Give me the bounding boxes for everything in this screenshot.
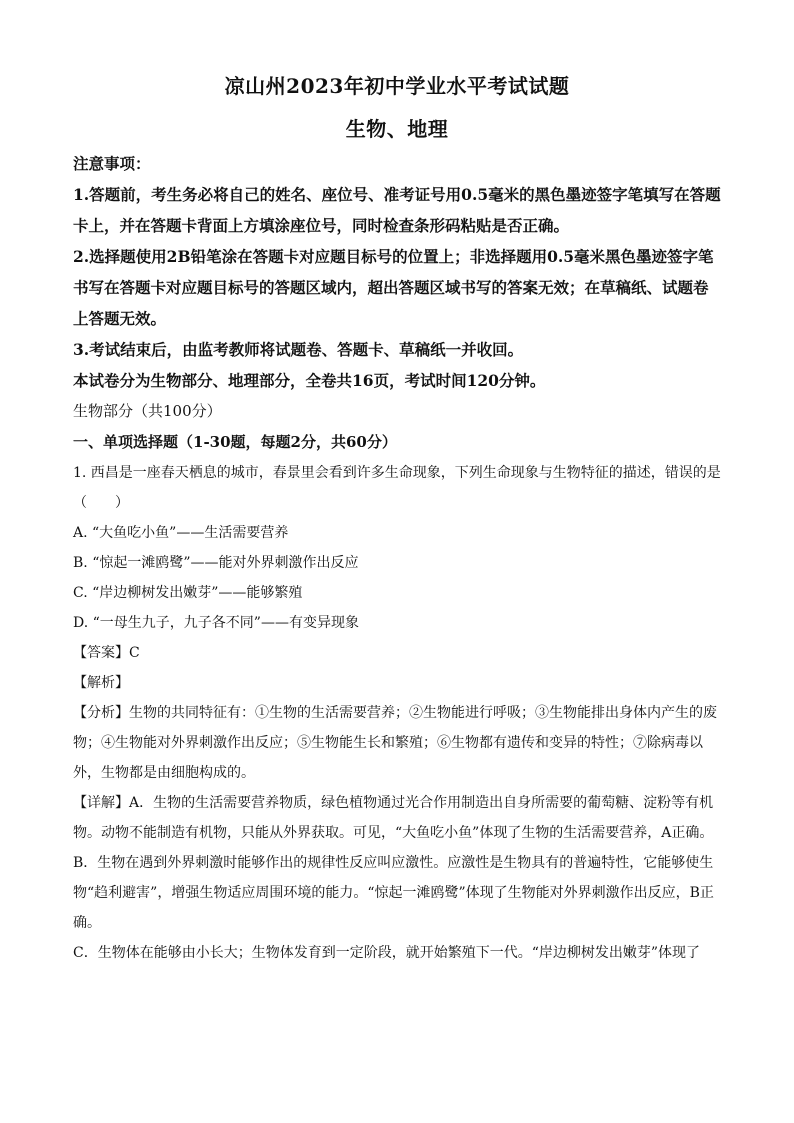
analysis-text: 【分析】生物的共同特征有：①生物的生活需要营养；②生物能进行呼吸；③生物能排出身体内产生的废物；④生物能对外界刺激作出反应；⑤生物能生长和繁殖；⑥生物都有遗传和变异的特性；⑦除病毒以外，生物都是由细胞构成的。 — [73, 705, 717, 781]
exam-subtitle: 生物、地理 — [345, 117, 449, 141]
option-c: C. “岸边柳树发出嫩芽”——能够繁殖 — [73, 585, 303, 601]
notice-item-2: 2.选择题使用2B铅笔涂在答题卡对应题目标号的位置上；非选择题用0.5毫米黑色墨迹签字笔书写在答题卡对应题目标号的答题区域内，超出答题区域书写的答案无效；在草稿纸、试题卷上答题无效。 — [73, 247, 714, 328]
notice-item-1: 1.答题前，考生务必将自己的姓名、座位号、准考证号用0.5毫米的黑色墨迹签字笔填写在答题卡上，并在答题卡背面上方填涂座位号，同时检查条形码粘贴是否正确。 — [73, 185, 721, 235]
question-1-stem: 1. 西昌是一座春天栖息的城市，春景里会看到许多生命现象，下列生命现象与生物特征的描述，错误的是（ ） — [73, 465, 721, 511]
detail-c: C．生物体在能够由小长大；生物体发育到一定阶段，就开始繁殖下一代。“岸边柳树发出嫩芽”体现了 — [73, 945, 701, 961]
detail-b: B．生物在遇到外界刺激时能够作出的规律性反应叫应激性。应激性是生物具有的普遍特性，它能够使生物“趋利避害”，增强生物适应周围环境的能力。“惊起一滩鸥鹭”体现了生物能对外界刺激作出反应，B正确。 — [73, 855, 714, 931]
section-heading: 一、单项选择题（1-30题，每题2分，共60分） — [73, 433, 397, 451]
notice-heading: 注意事项： — [73, 154, 151, 173]
section-part: 生物部分（共100分） — [73, 402, 222, 420]
option-b: B. “惊起一滩鸥鹭”——能对外界刺激作出反应 — [73, 555, 359, 571]
answer-line: 【答案】C — [73, 645, 140, 661]
exam-summary: 本试卷分为生物部分、地理部分，全卷共16页，考试时间120分钟。 — [73, 371, 546, 390]
exam-title: 凉山州2023年初中学业水平考试试题 — [224, 74, 570, 98]
notice-item-3: 3.考试结束后，由监考教师将试题卷、答题卡、草稿纸一并收回。 — [73, 340, 524, 359]
option-d: D. “一母生九子，九子各不同”——有变异现象 — [73, 615, 359, 631]
detail-a: 【详解】A．生物的生活需要营养物质，绿色植物通过光合作用制造出自身所需要的葡萄糖、淀粉等有机物。动物不能制造有机物，只能从外界获取。可见，“大鱼吃小鱼”体现了生物的生活需要营养，A正确。 — [73, 795, 714, 841]
analysis-label: 【解析】 — [73, 675, 129, 691]
page-content — [73, 148, 723, 968]
option-a: A. “大鱼吃小鱼”——生活需要营养 — [73, 525, 289, 541]
